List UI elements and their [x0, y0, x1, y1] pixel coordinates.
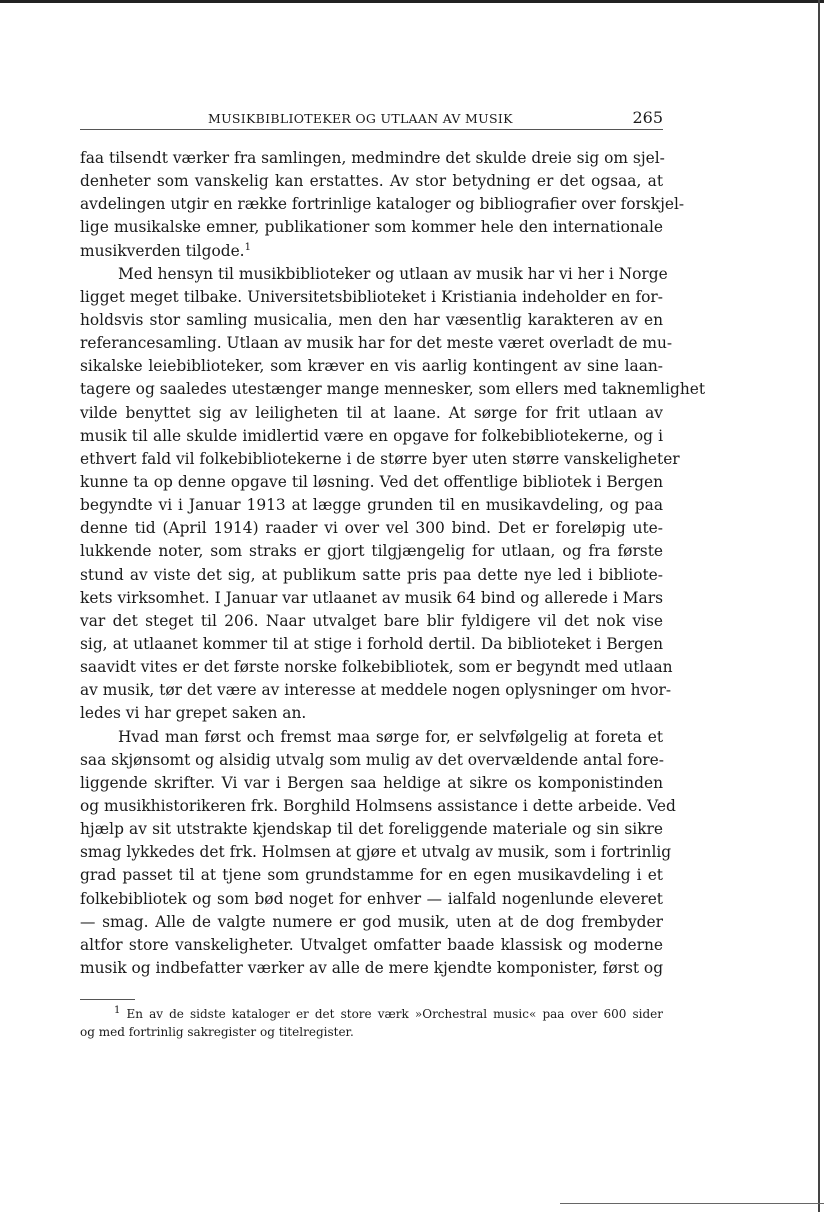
text-line [80, 841, 672, 864]
line-text: holdsvis stor samling musicalia, men den har væsentlig karakteren av en [80, 310, 663, 329]
page-header [80, 108, 663, 128]
line-text: vilde benyttet sig av leiligheten til at laane. At sørge for frit utlaan av [80, 403, 663, 422]
text-line [80, 911, 663, 934]
footnote-reference: 1 [244, 241, 251, 253]
scan-edge-bottom [560, 1203, 824, 1204]
line-text: faa tilsendt værker fra samlingen, medmindre det skulde dreie sig om sjel- [80, 149, 665, 167]
running-title: MUSIKBIBLIOTEKER OG UTLAAN AV MUSIK [208, 111, 513, 126]
text-line [80, 402, 663, 425]
line-text: saavidt vites er det første norske folkebibliotek, som er begyndt med utlaan [80, 658, 673, 677]
line-text: referancesamling. Utlaan av musik har for det meste været overladt de mu- [80, 334, 673, 353]
text-line [80, 240, 663, 263]
line-text: kunne ta op denne opgave til løsning. Ved det offentlige bibliotek i Bergen [80, 472, 663, 491]
text-line [80, 170, 663, 193]
line-text: Med hensyn til musikbiblioteker og utlaan av musik har vi her i Norge [118, 264, 668, 283]
line-text: sikalske leiebiblioteker, som kræver en vis aarlig kontingent av sine laan- [80, 357, 663, 376]
line-text: folkebibliotek og som bød noget for enhver — ialfald nogenlunde eleveret [80, 889, 663, 908]
text-line [80, 818, 663, 841]
text-line [80, 726, 663, 749]
footnote-line [80, 1005, 663, 1023]
body-text [80, 147, 706, 980]
text-line [80, 888, 663, 911]
line-text: musikverden tilgode. [80, 241, 245, 260]
text-line [80, 193, 685, 216]
line-text: liggende skrifter. Vi var i Bergen saa heldige at sikre os komponistinden [80, 773, 663, 792]
line-text: lukkende noter, som straks er gjort tilgjængelig for utlaan, og fra første [80, 542, 663, 561]
page-number: 265 [632, 108, 663, 127]
text-line [80, 471, 663, 494]
text-line [80, 587, 663, 610]
paragraph [80, 726, 676, 981]
text-line [80, 934, 663, 957]
text-line [80, 378, 706, 401]
line-text: tagere og saaledes utestænger mange mennesker, som ellers med taknemlighet [80, 380, 706, 399]
line-text: ligget meget tilbake. Universitetsbiblioteket i Kristiania indeholder en for- [80, 287, 663, 306]
text-line [80, 425, 663, 448]
line-text: musik og indbefatter værker av alle de mere kjendte komponister, først og [80, 958, 664, 977]
footnote-rule [80, 999, 135, 1000]
header-rule [80, 129, 663, 130]
text-line [80, 448, 680, 471]
text-line [80, 610, 663, 633]
text-line [80, 309, 663, 332]
line-text: avdelingen utgir en række fortrinlige kataloger og bibliografier over forskjel- [80, 195, 685, 214]
line-text: smag lykkedes det frk. Holmsen at gjøre et utvalg av musik, som i fortrinlig [80, 843, 672, 862]
line-text: begyndte vi i Januar 1913 at lægge grunden til en musikavdeling, og paa [80, 496, 663, 515]
text-line [80, 540, 663, 563]
text-line [80, 286, 663, 309]
text-line [80, 749, 663, 772]
line-text: altfor store vanskeligheter. Utvalget omfatter baade klassisk og moderne [80, 935, 663, 954]
line-text: denheter som vanskelig kan erstattes. Av stor betydning er det ogsaa, at [80, 172, 663, 191]
text-line [80, 147, 663, 170]
text-line [80, 957, 663, 980]
text-line [80, 633, 663, 656]
line-text: musik til alle skulde imidlertid være en opgave for folkebibliotekerne, og i [80, 426, 663, 445]
footnote-line [80, 1023, 663, 1041]
line-text: kets virksomhet. I Januar var utlaanet av musik 64 bind og allerede i Mars [80, 588, 663, 607]
line-text: — smag. Alle de valgte numere er god musik, uten at de dog frembyder [80, 912, 663, 931]
line-text: lige musikalske emner, publikationer som kommer hele den internationale [80, 218, 663, 237]
footnote-marker: 1 [114, 1005, 121, 1016]
line-text: var det steget til 206. Naar utvalget bare blir fyldigere vil det nok vise [80, 611, 663, 630]
paragraph [80, 147, 685, 263]
text-line [80, 864, 663, 887]
line-text: Hvad man først och fremst maa sørge for, er selvfølgelig at foreta et [118, 727, 663, 746]
text-line [80, 772, 663, 795]
footnote [80, 1005, 663, 1041]
line-text: ethvert fald vil folkebibliotekerne i de større byer uten større vanskeligheter [80, 449, 680, 468]
line-text: og musikhistorikeren frk. Borghild Holmsens assistance i dette arbeide. Ved [80, 796, 676, 815]
line-text: denne tid (April 1914) raader vi over vel 300 bind. Det er foreløpig ute- [80, 519, 663, 538]
text-line [80, 517, 663, 540]
text-line [80, 263, 668, 286]
text-line [80, 355, 663, 378]
line-text: ledes vi har grepet saken an. [80, 704, 307, 723]
line-text: sig, at utlaanet kommer til at stige i forhold dertil. Da biblioteket i Bergen [80, 634, 663, 653]
text-line [80, 795, 676, 818]
footnote-text: og med fortrinlig sakregister og titelregister. [80, 1025, 354, 1039]
scan-edge-right [818, 0, 820, 1212]
line-text: grad passet til at tjene som grundstamme for en egen musikavdeling i et [80, 866, 663, 885]
line-text: saa skjønsomt og alsidig utvalg som mulig av det overvældende antal fore- [80, 750, 664, 769]
paragraph [80, 263, 706, 726]
text-line [80, 332, 673, 355]
text-line [80, 494, 663, 517]
scan-edge-top [0, 0, 824, 3]
text-line [80, 656, 673, 679]
line-text: av musik, tør det være av interesse at meddele nogen oplysninger om hvor- [80, 681, 672, 700]
footnote-text: En av de sidste kataloger er det store værk »Orchestral music« paa over 600 sider [126, 1007, 663, 1021]
line-text: hjælp av sit utstrakte kjendskap til det foreliggende materiale og sin sikre [80, 820, 663, 839]
text-line [80, 679, 672, 702]
line-text: stund av viste det sig, at publikum satte pris paa dette nye led i bibliote- [80, 565, 663, 584]
text-line [80, 216, 663, 239]
text-line [80, 564, 663, 587]
text-line [80, 702, 663, 725]
